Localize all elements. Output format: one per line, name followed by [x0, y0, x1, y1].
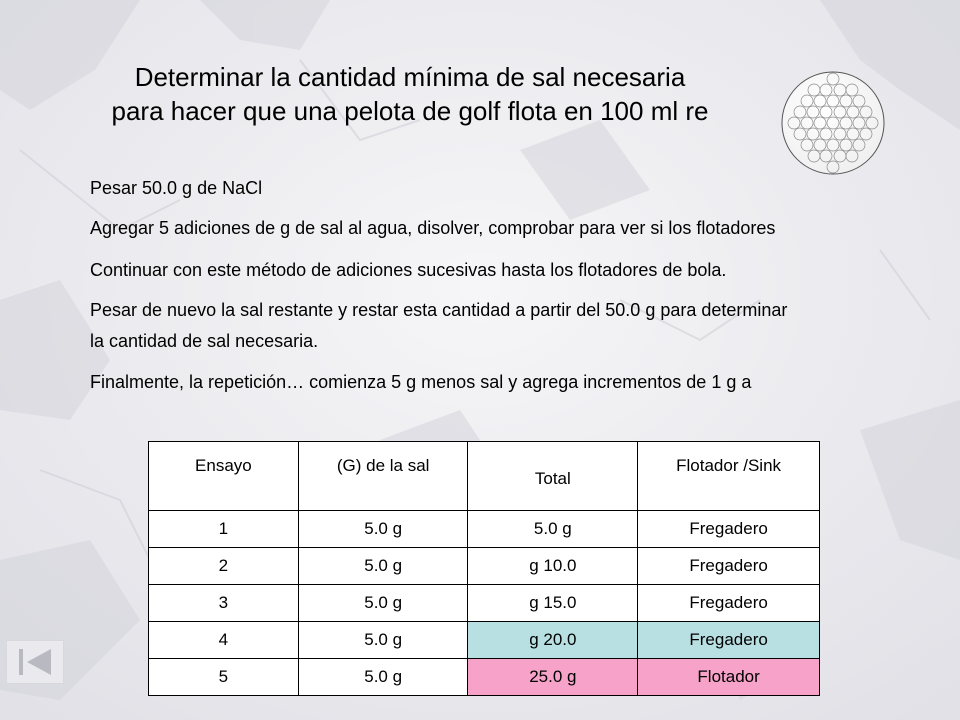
header-trial: Ensayo: [149, 442, 299, 511]
results-table: [148, 441, 820, 696]
cell-salt: 5.0 g: [298, 511, 468, 548]
first-slide-button[interactable]: [6, 640, 64, 684]
step-add: Agregar 5 adiciones de g de sal al agua, disolver, comprobar para ver si los flotadores: [90, 218, 776, 238]
cell-total: 5.0 g: [468, 511, 638, 548]
cell-trial: 2: [149, 548, 299, 585]
cell-total: 25.0 g: [468, 659, 638, 696]
table-row: [149, 511, 820, 548]
step-weigh: Pesar 50.0 g de NaCl: [90, 178, 263, 198]
cell-total: g 20.0: [468, 622, 638, 659]
cell-result: Fregadero: [638, 622, 820, 659]
step-repeat: Finalmente, la repetición… comienza 5 g menos sal y agrega incrementos de 1 g a: [90, 372, 752, 392]
cell-salt: 5.0 g: [298, 585, 468, 622]
header-float-sink: Flotador /Sink: [638, 442, 820, 511]
cell-trial: 5: [149, 659, 299, 696]
golf-ball-icon: [778, 68, 888, 178]
cell-result: Fregadero: [638, 511, 820, 548]
step-continue: Continuar con este método de adiciones sucesivas hasta los flotadores de bola.: [90, 260, 727, 280]
cell-result: Flotador: [638, 659, 820, 696]
page-title: [0, 60, 820, 128]
cell-result: Fregadero: [638, 548, 820, 585]
step-reweigh: Pesar de nuevo la sal restante y restar esta cantidad a partir del 50.0 g para determinar: [90, 300, 788, 320]
table-row: [149, 548, 820, 585]
step-reweigh-cont: la cantidad de sal necesaria.: [90, 331, 319, 351]
cell-trial: 1: [149, 511, 299, 548]
cell-salt: 5.0 g: [298, 659, 468, 696]
table-row: [149, 622, 820, 659]
title-line-2: para hacer que una pelota de golf flota en 100 ml re: [111, 96, 709, 126]
cell-trial: 4: [149, 622, 299, 659]
table-header-row: [149, 442, 820, 511]
cell-salt: 5.0 g: [298, 548, 468, 585]
header-salt-grams: (G) de la sal: [298, 442, 468, 511]
cell-trial: 3: [149, 585, 299, 622]
header-total: Total: [468, 442, 638, 511]
title-line-1: Determinar la cantidad mínima de sal necesaria: [134, 62, 686, 92]
table-row: [149, 585, 820, 622]
table-row: [149, 659, 820, 696]
cell-total: g 10.0: [468, 548, 638, 585]
cell-salt: 5.0 g: [298, 622, 468, 659]
first-slide-icon: [7, 641, 63, 683]
cell-total: g 15.0: [468, 585, 638, 622]
cell-result: Fregadero: [638, 585, 820, 622]
